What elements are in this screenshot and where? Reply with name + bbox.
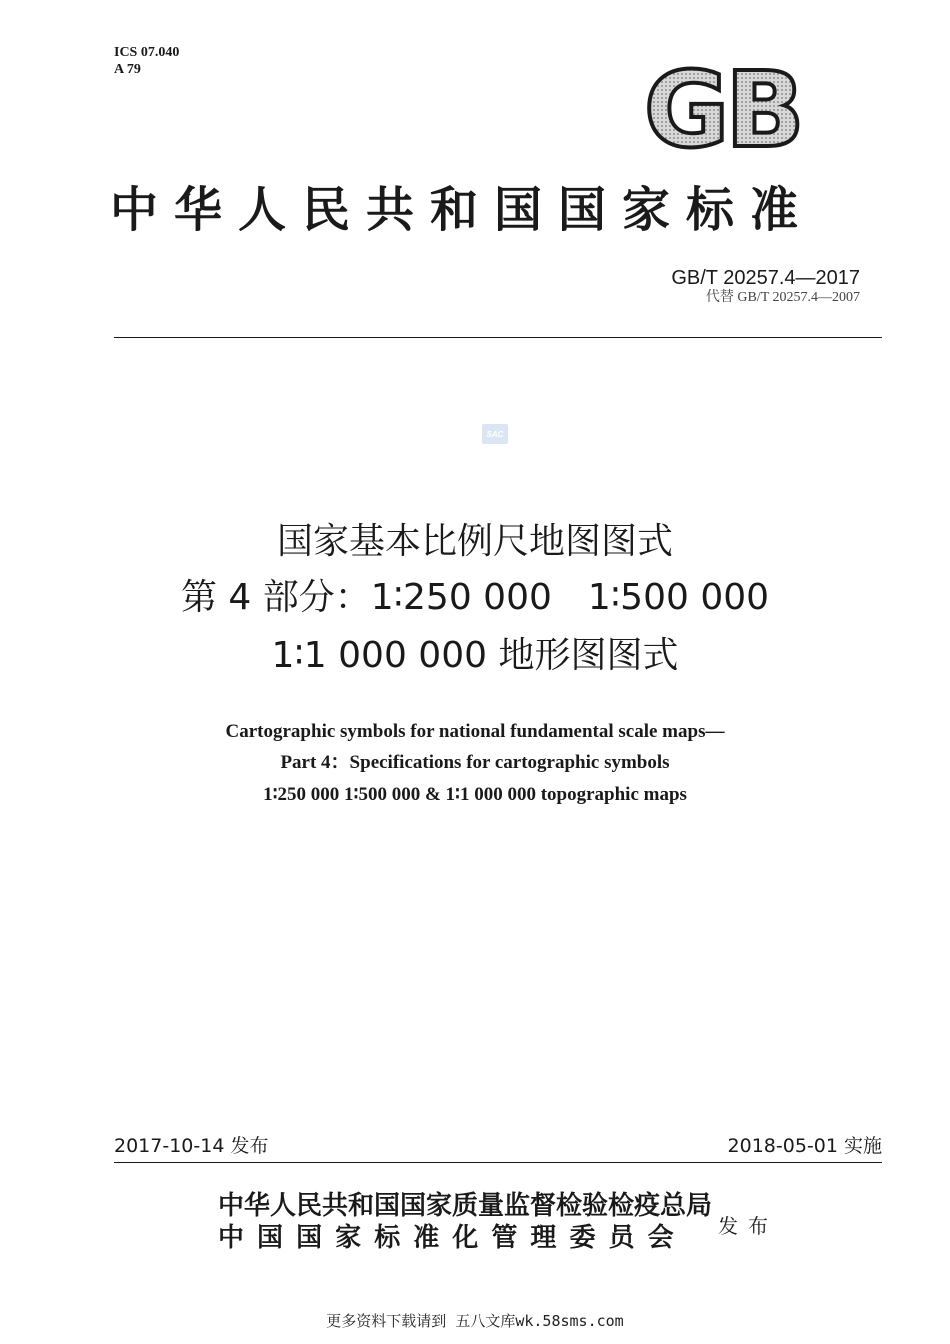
sac-watermark-text: SAC <box>486 430 504 439</box>
issuer-line2: 中 国 国 家 标 准 化 管 理 委 员 会 <box>218 1223 676 1253</box>
ics-code: ICS 07.040 <box>114 45 180 60</box>
standard-type: 中华人民共和国国家标准 <box>110 182 815 238</box>
standard-number: GB/T 20257.4—2017 <box>671 267 860 289</box>
issue-word: 发布 <box>718 1214 778 1238</box>
title-zh-line3: 1∶1 000 000 地形图图式 <box>271 635 679 676</box>
download-footer[interactable]: 更多资料下载请到 五八文库wk.58sms.com <box>326 1312 624 1330</box>
date-divider <box>114 1162 882 1163</box>
title-zh-line2: 第 4 部分：1∶250 000 1∶500 000 <box>180 577 770 618</box>
header-divider <box>114 337 882 338</box>
issue-date: 2017-10-14 发布 <box>114 1135 269 1157</box>
gb-logo <box>640 60 836 156</box>
ccs-code: A 79 <box>114 62 141 77</box>
title-en-line3: 1∶250 000 1∶500 000 & 1∶1 000 000 topographic maps <box>263 784 687 805</box>
title-en-line2: Part 4：Specifications for cartographic symbols <box>280 752 670 773</box>
issuer-line1: 中华人民共和国国家质量监督检验检疫总局 <box>218 1191 713 1221</box>
ics-block <box>114 44 179 78</box>
sac-watermark <box>482 424 508 444</box>
svg-text:GB: GB <box>644 60 801 156</box>
standard-number-block <box>671 267 860 307</box>
title-en-line1: Cartographic symbols for national fundamental scale maps— <box>225 721 725 742</box>
implement-date: 2018-05-01 实施 <box>727 1135 882 1157</box>
title-zh-line1: 国家基本比例尺地图图式 <box>276 521 673 562</box>
replaces-standard: 代替 GB/T 20257.4—2007 <box>705 290 860 305</box>
